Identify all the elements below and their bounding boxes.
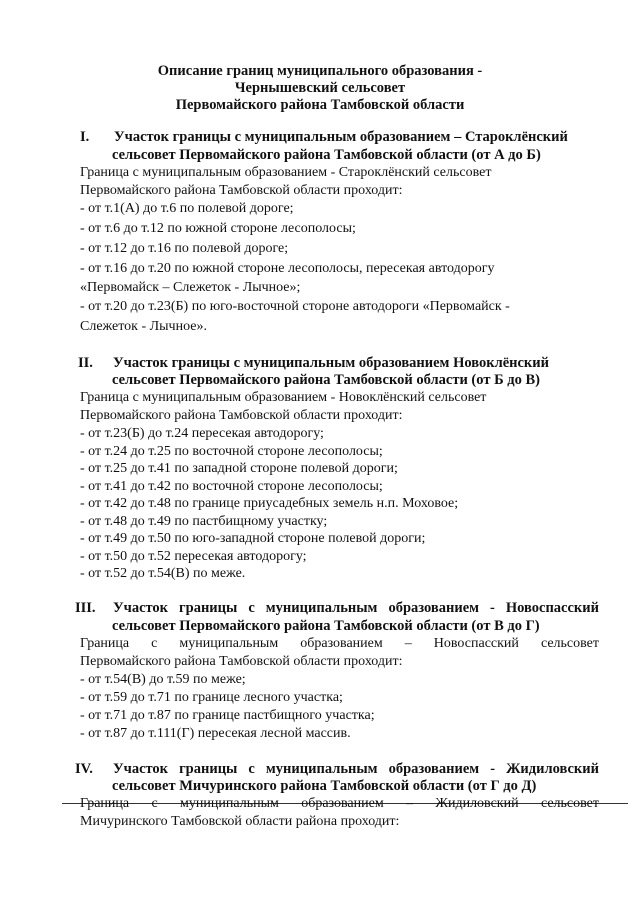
section-2-heading-line-1: Участок границы с муниципальным образованием Новоклёнский [113,355,549,371]
section-3-line: Граница с муниципальным образованием – Новоспасский сельсовет [80,636,599,651]
section-1-line: «Первомайск – Слежеток - Лычное»; [80,280,301,295]
section-2-line: - от т.24 до т.25 по восточной стороне лесополосы; [80,444,383,459]
section-3-line: - от т.71 до т.87 по границе пастбищного участка; [80,708,375,723]
section-4-line: Мичуринского Тамбовской области района проходит: [80,814,400,829]
section-3-numeral: III. [75,600,96,616]
section-2-line: - от т.49 до т.50 по юго-западной стороне полевой дороги; [80,531,426,546]
section-1-line: - от т.20 до т.23(Б) по юго-восточной стороне автодороги «Первомайск - [80,299,510,314]
section-2-line: - от т.42 до т.48 по границе приусадебных земель н.п. Моховое; [80,496,459,511]
section-3-heading-line-1: Участок границы с муниципальным образованием - Новоспасский [113,600,599,616]
section-3-line: - от т.59 до т.71 по границе лесного участка; [80,690,343,705]
section-4-heading-line-1: Участок границы с муниципальным образованием - Жидиловский [113,761,599,777]
section-1-line: - от т.1(А) до т.6 по полевой дороге; [80,201,294,216]
section-3-line: - от т.54(В) до т.59 по меже; [80,672,246,687]
section-1-numeral: I. [80,129,90,145]
document-title-line-1: Описание границ муниципального образования - [157,63,483,79]
section-1-line: - от т.12 до т.16 по полевой дороге; [80,241,289,256]
section-3-line: - от т.87 до т.111(Г) пересекая лесной массив. [80,726,351,741]
section-2-line: Граница с муниципальным образованием - Новоклёнский сельсовет [80,390,487,405]
section-2-line: - от т.52 до т.54(В) по меже. [80,566,246,581]
section-2-line: - от т.23(Б) до т.24 пересекая автодорогу; [80,426,324,441]
section-2-line: - от т.48 до т.49 по пастбищному участку; [80,514,328,529]
section-2-line: - от т.25 до т.41 по западной стороне полевой дороги; [80,461,398,476]
section-1-line: Слежеток - Лычное». [80,319,207,334]
section-4-line: Граница с муниципальным образованием – Жидиловский сельсовет [80,796,599,811]
section-1-heading-line-1: Участок границы с муниципальным образованием – Староклёнский [114,129,568,145]
section-1-line: - от т.6 до т.12 по южной стороне лесополосы; [80,221,356,236]
section-2-heading-line-2: сельсовет Первомайского района Тамбовской области (от Б до В) [112,372,540,388]
section-3-line: Первомайского района Тамбовской области проходит: [80,654,403,669]
section-1-line: - от т.16 до т.20 по южной стороне лесополосы, пересекая автодорогу [80,261,495,276]
section-3-heading-line-2: сельсовет Первомайского района Тамбовской области (от В до Г) [112,618,540,634]
section-1-heading-line-2: сельсовет Первомайского района Тамбовской области (от А до Б) [112,147,541,163]
section-2-numeral: II. [78,355,93,371]
section-4-numeral: IV. [75,761,93,777]
section-2-line: - от т.50 до т.52 пересекая автодорогу; [80,549,307,564]
section-2-line: Первомайского района Тамбовской области проходит: [80,408,403,423]
document-title-line-3: Первомайского района Тамбовской области [175,97,465,113]
section-2-line: - от т.41 до т.42 по восточной стороне лесополосы; [80,479,383,494]
section-4-heading-line-2: сельсовет Мичуринского района Тамбовской области (от Г до Д) [112,778,537,794]
section-1-line: Граница с муниципальным образованием - Староклёнский сельсовет [80,165,492,180]
section-1-line: Первомайского района Тамбовской области проходит: [80,183,403,198]
document-title-line-2: Чернышевский сельсовет [234,80,406,96]
